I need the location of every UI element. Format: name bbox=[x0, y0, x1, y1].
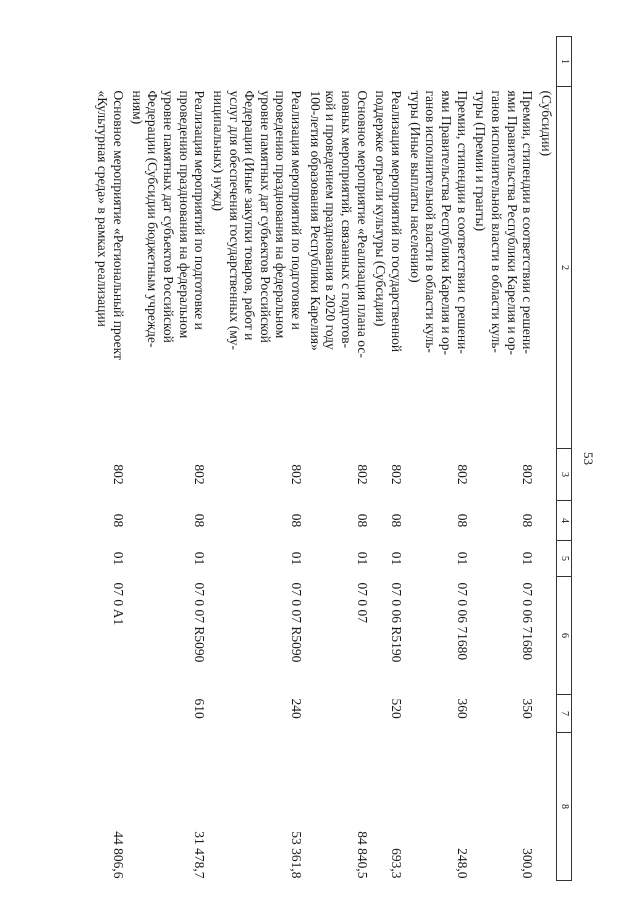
table-row bbox=[372, 37, 406, 881]
row-name: Реализация мероприятий по подготовке и проведению празднования на федеральном уровне памятных дат субъектов Российской Федерации (Иные закупки товаров, работ и услуг для обеспечения государственных (му- ниципальных) нужд) bbox=[210, 90, 305, 351]
amount-value: 53 361,8 bbox=[289, 831, 305, 879]
section-code: 08 bbox=[454, 513, 470, 528]
expense-type-code bbox=[94, 695, 128, 733]
column-number: 2 bbox=[557, 87, 572, 449]
target-article-code: 07 0 07 R5090 bbox=[289, 582, 305, 663]
subsection-code: 01 bbox=[289, 551, 305, 566]
row-name: Основное мероприятие «Региональный проект «Культурная среда» в рамках реализации bbox=[95, 90, 126, 360]
amount-value: 693,3 bbox=[389, 848, 405, 879]
target-article-code: 07 0 A1 bbox=[110, 582, 126, 626]
expense-type-code: 350 bbox=[520, 698, 536, 719]
expense-type-code: 610 bbox=[192, 698, 208, 719]
row-name: Реализация мероприятий по государственной поддержке отрасли культуры (Субсидии) bbox=[373, 90, 405, 353]
grbs-code: 802 bbox=[520, 464, 536, 485]
subsection-code: 01 bbox=[389, 551, 405, 566]
section-code: 08 bbox=[110, 513, 126, 528]
table-row bbox=[209, 37, 306, 881]
target-article-code: 07 0 06 R5190 bbox=[389, 582, 405, 663]
section-code: 08 bbox=[289, 513, 305, 528]
subsection-code: 01 bbox=[192, 551, 208, 566]
column-number: 8 bbox=[557, 733, 572, 881]
column-number: 3 bbox=[557, 449, 572, 501]
subsection-code: 01 bbox=[354, 551, 370, 566]
section-code: 08 bbox=[520, 513, 536, 528]
column-number: 1 bbox=[557, 37, 572, 87]
row-name: (Субсидии) bbox=[539, 90, 554, 157]
amount-value: 44 806,6 bbox=[110, 831, 126, 879]
expense-type-code bbox=[537, 695, 556, 733]
table-row bbox=[306, 37, 372, 881]
subsection-code bbox=[537, 541, 556, 577]
column-number-row bbox=[557, 37, 572, 881]
amount-value: 300,0 bbox=[520, 848, 536, 879]
grbs-code: 802 bbox=[192, 464, 208, 485]
amount-value: 84 840,5 bbox=[354, 831, 370, 879]
table-row bbox=[94, 37, 128, 881]
expense-type-code bbox=[306, 695, 372, 733]
target-article-code bbox=[537, 577, 556, 695]
column-number: 5 bbox=[557, 541, 572, 577]
grbs-code: 802 bbox=[110, 464, 126, 485]
column-number: 7 bbox=[557, 695, 572, 733]
subsection-code: 01 bbox=[454, 551, 470, 566]
target-article-code: 07 0 06 71680 bbox=[520, 582, 536, 661]
row-name: Основное мероприятие «Реализация плана ос- новных мероприятий, связанных с подготов- кой и проведением празднования в 2020 году 100-летия образования Республики Карелия» bbox=[307, 90, 370, 358]
row-name: Премии, стипендии в соответствии с решени- ями Правительства Республики Карелия и ор- ганов исполнительной власти в области куль- туры (Премии и гранты) bbox=[473, 90, 536, 355]
amount-value: 31 478,7 bbox=[192, 831, 208, 879]
table-row bbox=[537, 37, 556, 881]
section-code: 08 bbox=[389, 513, 405, 528]
budget-table-page bbox=[84, 36, 572, 880]
table-row bbox=[128, 37, 209, 881]
section-code: 08 bbox=[354, 513, 370, 528]
subsection-code: 01 bbox=[110, 551, 126, 566]
subsection-code: 01 bbox=[520, 551, 536, 566]
budget-table bbox=[94, 36, 572, 881]
table-row bbox=[472, 37, 538, 881]
section-code: 08 bbox=[192, 513, 208, 528]
amount-value bbox=[537, 733, 556, 881]
row-name: Реализация мероприятий по подготовке и проведению празднования на федеральном уровне памятных дат субъектов Российской Федерации (Субсидии бюджетным учрежде- ниям) bbox=[129, 90, 208, 348]
column-number: 4 bbox=[557, 501, 572, 541]
section-code bbox=[537, 501, 556, 541]
grbs-code: 802 bbox=[289, 464, 305, 485]
row-name: Премии, стипендии в соответствии с решени- ями Правительства Республики Карелия и ор- ганов исполнительной власти в области куль- туры (Иные выплаты населению) bbox=[407, 90, 470, 355]
grbs-code: 802 bbox=[454, 464, 470, 485]
table-row bbox=[406, 37, 472, 881]
expense-type-code: 360 bbox=[454, 698, 470, 719]
target-article-code: 07 0 07 bbox=[354, 582, 370, 623]
target-article-code: 07 0 07 R5090 bbox=[192, 582, 208, 663]
page-number: 53 bbox=[581, 452, 596, 465]
expense-type-code: 240 bbox=[289, 698, 305, 719]
grbs-code bbox=[537, 449, 556, 501]
grbs-code: 802 bbox=[354, 464, 370, 485]
target-article-code: 07 0 06 71680 bbox=[454, 582, 470, 661]
expense-type-code: 520 bbox=[389, 698, 405, 719]
column-number: 6 bbox=[557, 577, 572, 695]
grbs-code: 802 bbox=[389, 464, 405, 485]
amount-value: 248,0 bbox=[454, 848, 470, 879]
